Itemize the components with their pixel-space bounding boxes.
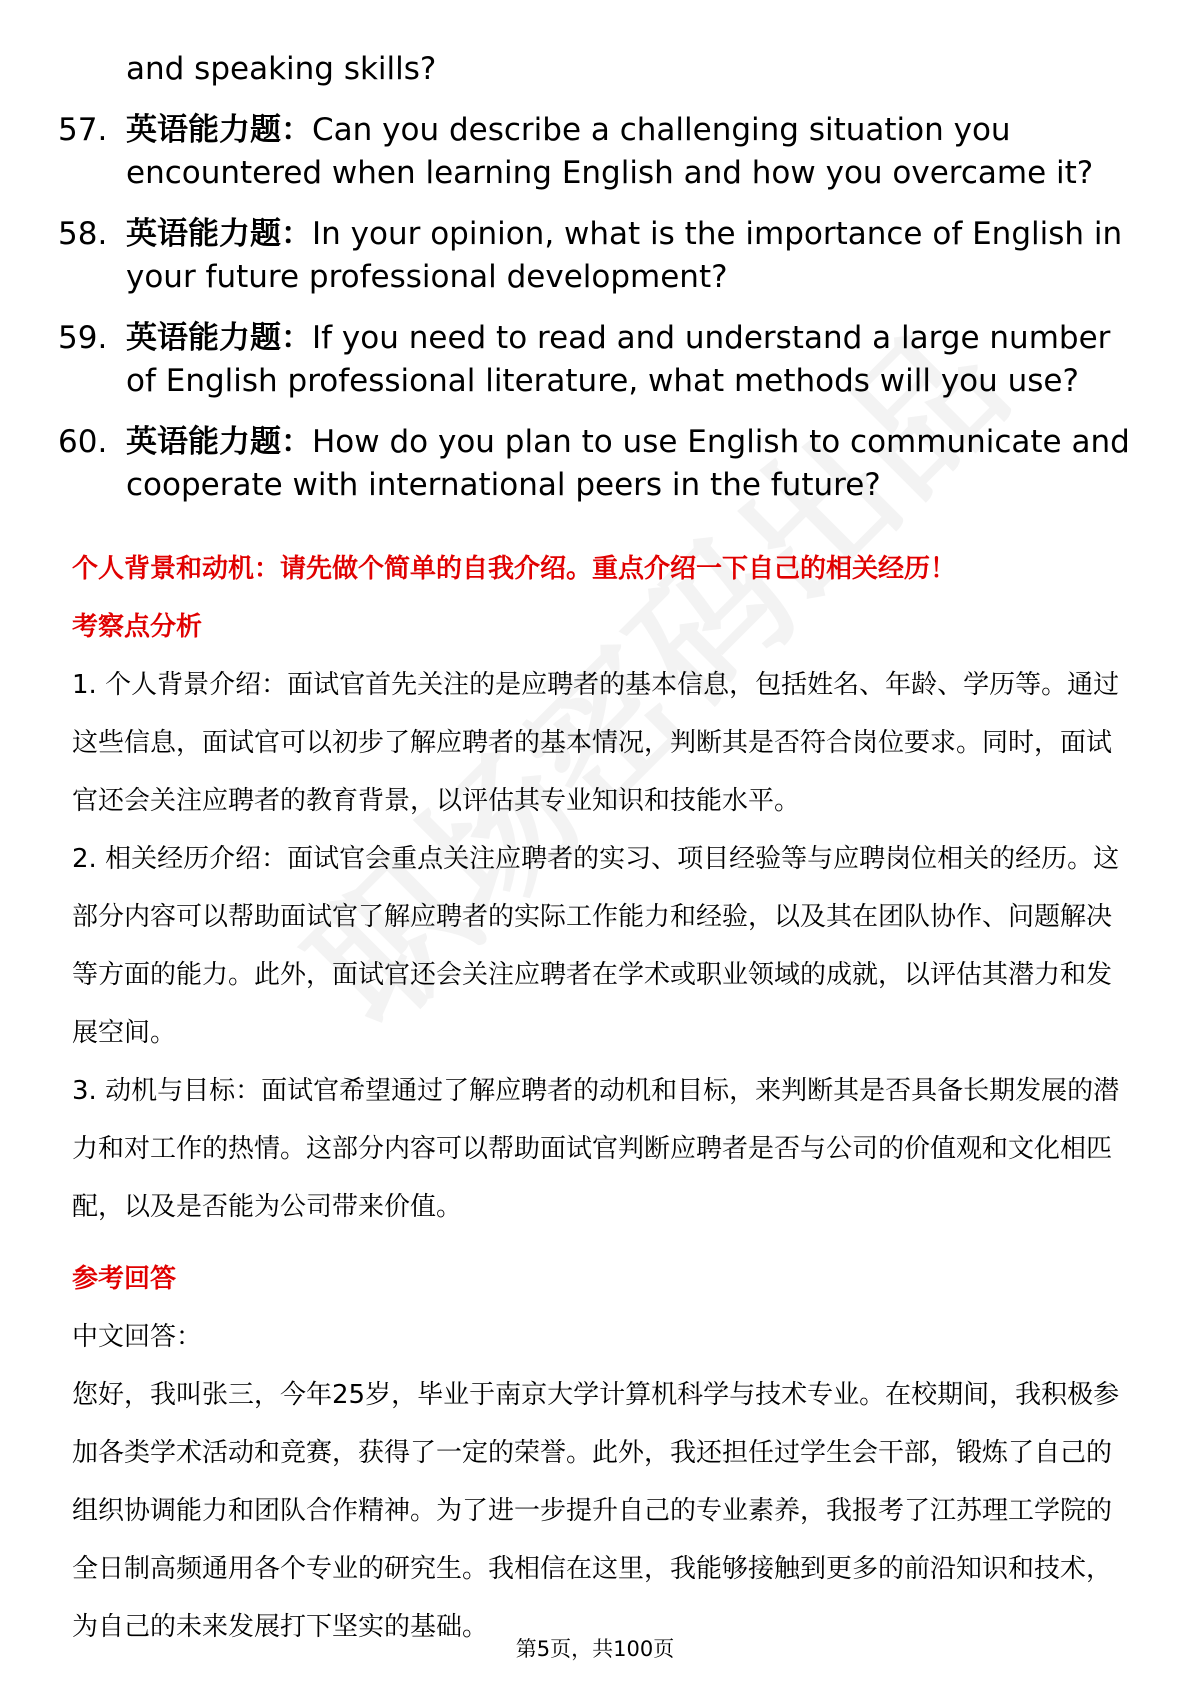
analysis-point-1: 1. 个人背景介绍：面试官首先关注的是应聘者的基本信息，包括姓名、年龄、学历等。通过这些信息，面试官可以初步了解应聘者的基本情况，判断其是否符合岗位要求。同时，面试官还会关注应聘者的教育背景，以评估其专业知识和技能水平。 bbox=[72, 670, 1120, 816]
analysis-point-3: 3. 动机与目标：面试官希望通过了解应聘者的动机和目标，来判断其是否具备长期发展的潜力和对工作的热情。这部分内容可以帮助面试官判断应聘者是否与公司的价值观和文化相匹配，以及是否能为公司带来价值。 bbox=[72, 1076, 1120, 1222]
question-tag: 英语能力题： bbox=[126, 112, 312, 148]
question-tag: 英语能力题： bbox=[126, 320, 312, 356]
analysis-point-2: 2. 相关经历介绍：面试官会重点关注应聘者的实习、项目经验等与应聘岗位相关的经历。这部分内容可以帮助面试官了解应聘者的实际工作能力和经验，以及其在团队协作、问题解决等方面的能力。此外，面试官还会关注应聘者在学术或职业领域的成就，以评估其潜力和发展空间。 bbox=[72, 844, 1120, 1048]
question-text: How do you plan to use English to communicate and cooperate with international peers in the future? bbox=[126, 424, 1130, 503]
question-number: 60. bbox=[58, 424, 108, 460]
reference-heading: 参考回答 bbox=[72, 1264, 177, 1294]
question-text: In your opinion, what is the importance of English in your future professional development? bbox=[126, 216, 1123, 295]
analysis-heading: 考察点分析 bbox=[72, 612, 203, 642]
question-continuation: and speaking skills? bbox=[126, 51, 437, 87]
question-tag: 英语能力题： bbox=[126, 424, 312, 460]
question-text: If you need to read and understand a large number of English professional literature, what methods will you use? bbox=[126, 320, 1111, 399]
question-text: Can you describe a challenging situation you encountered when learning English and how you overcame it? bbox=[126, 112, 1094, 191]
question-number: 59. bbox=[58, 320, 108, 356]
question-list bbox=[58, 48, 1138, 525]
page-number: 第5页，共100页 bbox=[515, 1637, 675, 1661]
answer-text: 您好，我叫张三，今年25岁，毕业于南京大学计算机科学与技术专业。在校期间，我积极参加各类学术活动和竞赛，获得了一定的荣誉。此外，我还担任过学生会干部，锻炼了自己的组织协调能力和团队合作精神。为了进一步提升自己的专业素养，我报考了江苏理工学院的全日制高频通用各个专业的研究生。我相信在这里，我能够接触到更多的前沿知识和技术，为自己的未来发展打下坚实的基础。 bbox=[72, 1380, 1120, 1642]
question-section bbox=[72, 540, 1122, 1656]
question-item-57 bbox=[58, 109, 1138, 195]
question-tag: 英语能力题： bbox=[126, 216, 312, 252]
question-item-59 bbox=[58, 317, 1138, 403]
question-item-60 bbox=[58, 421, 1138, 507]
question-number: 58. bbox=[58, 216, 108, 252]
section-title: 个人背景和动机：请先做个简单的自我介绍。重点介绍一下自己的相关经历！ bbox=[72, 554, 957, 584]
question-item-58 bbox=[58, 213, 1138, 299]
question-number: 57. bbox=[58, 112, 108, 148]
answer-label: 中文回答： bbox=[72, 1322, 203, 1352]
